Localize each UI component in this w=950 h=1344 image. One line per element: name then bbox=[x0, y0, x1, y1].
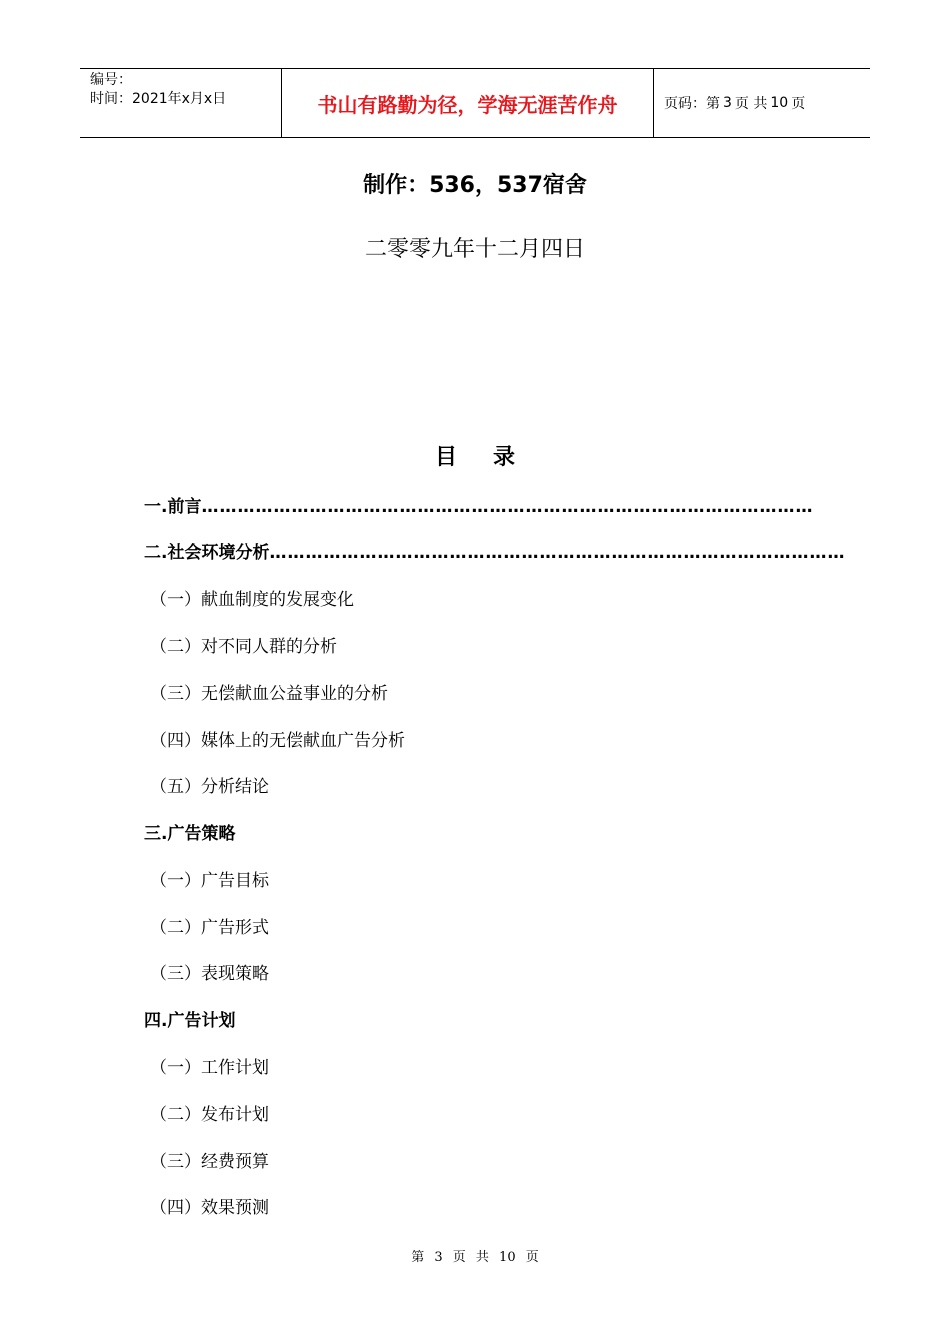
page-suffix: 页 bbox=[791, 96, 806, 112]
header-page-info bbox=[654, 69, 870, 137]
time-label: 时间：2021年x月x日 bbox=[90, 91, 227, 107]
toc-entry[interactable]: （一）献血制度的发展变化 bbox=[150, 590, 354, 610]
toc-entry[interactable] bbox=[144, 541, 846, 565]
toc-entry[interactable]: 四.广告计划 bbox=[144, 1011, 236, 1031]
number-label: 编号： bbox=[90, 72, 132, 88]
made-by: 制作：536，537宿舍 bbox=[363, 173, 587, 198]
toc-entry[interactable] bbox=[144, 495, 814, 519]
page-mid: 页 共 bbox=[734, 96, 768, 112]
page-total: 10 bbox=[770, 95, 789, 111]
toc-entry[interactable]: （二）广告形式 bbox=[150, 918, 269, 938]
toc-entry[interactable]: （三）无偿献血公益事业的分析 bbox=[150, 684, 388, 704]
toc-entry[interactable]: （三）经费预算 bbox=[150, 1152, 269, 1172]
toc-entry[interactable]: （二）发布计划 bbox=[150, 1105, 269, 1125]
toc-entry[interactable]: 三.广告策略 bbox=[144, 824, 236, 844]
toc-entry[interactable]: （一）广告目标 bbox=[150, 871, 269, 891]
toc-title: 目录 bbox=[434, 445, 551, 470]
toc-entry-label: 二.社会环境分析 bbox=[144, 543, 270, 563]
page-prefix: 页码：第 bbox=[664, 96, 720, 112]
toc-entry-label: 一.前言 bbox=[144, 497, 202, 517]
toc-entry[interactable]: （三）表现策略 bbox=[150, 964, 269, 984]
toc-entry[interactable]: （五）分析结论 bbox=[150, 777, 269, 797]
header-motto: 书山有路勤为径，学海无涯苦作舟 bbox=[282, 69, 654, 137]
toc-entry[interactable]: （四）媒体上的无偿献血广告分析 bbox=[150, 731, 405, 751]
toc-leader: …………………………………………………………………………………… bbox=[269, 543, 846, 563]
toc-entry[interactable]: （二）对不同人群的分析 bbox=[150, 637, 337, 657]
toc-leader: ………………………………………………………………………………………… bbox=[201, 497, 814, 517]
header-meta bbox=[80, 69, 282, 137]
page-header bbox=[80, 68, 870, 138]
page-current: 3 bbox=[723, 95, 732, 111]
toc-entry[interactable]: （四）效果预测 bbox=[150, 1198, 269, 1218]
toc-entry[interactable]: （一）工作计划 bbox=[150, 1058, 269, 1078]
page-footer: 第 3 页 共 10 页 bbox=[411, 1250, 539, 1265]
cover-date: 二零零九年十二月四日 bbox=[364, 237, 585, 262]
